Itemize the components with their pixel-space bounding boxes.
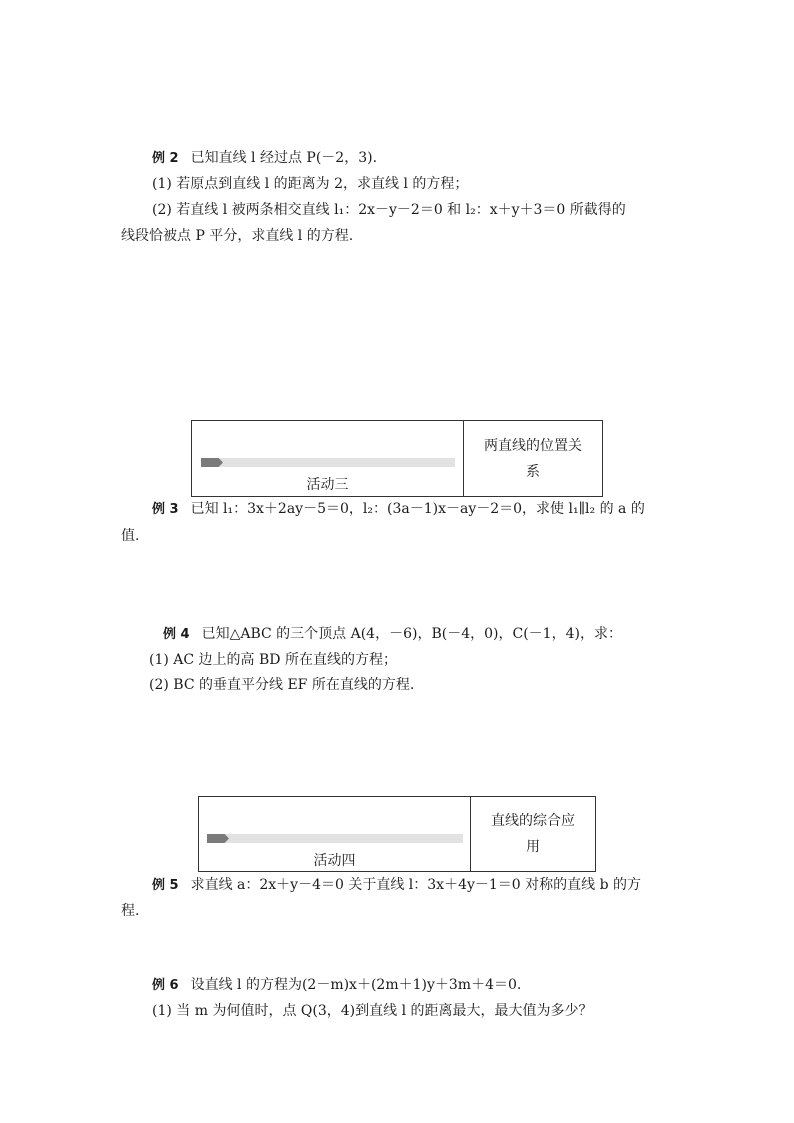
example-4-text: 已知△ABC 的三个顶点 A(4，－6)，B(－4，0)，C(－1，4)，求：	[201, 626, 622, 642]
activity-4-topic	[471, 797, 595, 871]
example-6-label: 例 6	[152, 978, 179, 993]
example-3-line-1	[152, 500, 645, 519]
activity-3-topic-line-2: 系	[526, 463, 540, 480]
example-6-text: 设直线 l 的方程为(2－m)x＋(2m＋1)y＋3m＋4＝0.	[190, 977, 522, 993]
example-6-question-1: (1) 当 m 为何值时，点 Q(3，4)到直线 l 的距离最大，最大值为多少？	[152, 1003, 593, 1019]
example-5-label: 例 5	[152, 878, 179, 893]
activity-3-box	[191, 420, 603, 497]
arrow-icon	[207, 834, 229, 843]
example-5-text: 求直线 a：2x＋y－4＝0 关于直线 l：3x＋4y－1＝0 对称的直线 b 的方	[190, 877, 642, 893]
activity-4-progress-bar	[207, 834, 463, 843]
activity-4-label: 活动四	[313, 853, 356, 869]
activity-4-header	[199, 797, 471, 871]
example-3-label: 例 3	[152, 502, 179, 517]
example-2-text: 已知直线 l 经过点 P(－2，3).	[190, 150, 378, 166]
example-4-label: 例 4	[163, 627, 190, 642]
example-2-question-2-line-2: 线段恰被点 P 平分，求直线 l 的方程.	[121, 228, 354, 244]
example-4-stem	[163, 625, 622, 644]
activity-3-progress-bar	[201, 458, 455, 467]
example-4-question-1: (1) AC 边上的高 BD 所在直线的方程；	[149, 652, 397, 668]
example-2-question-2-line-1: (2) 若直线 l 被两条相交直线 l₁：2x－y－2＝0 和 l₂：x＋y＋3＝0 所截得的	[152, 202, 626, 218]
example-5-line-2: 程.	[121, 903, 140, 919]
activity-3-label: 活动三	[306, 477, 349, 493]
example-3-text: 已知 l₁：3x＋2ay－5＝0，l₂：(3a－1)x－ay－2＝0，求使 l₁∥l₂ 的 a 的	[190, 501, 645, 517]
example-3-line-2: 值.	[121, 528, 140, 544]
activity-4-topic-line-2: 用	[526, 839, 540, 855]
example-2-question-1: (1) 若原点到直线 l 的距离为 2，求直线 l 的方程；	[152, 176, 469, 192]
example-2-stem	[152, 149, 377, 168]
activity-3-topic	[464, 421, 602, 496]
activity-4-topic-line-1: 直线的综合应	[491, 813, 575, 829]
activity-3-header	[192, 421, 464, 496]
activity-4-box	[198, 796, 596, 872]
example-4-question-2: (2) BC 的垂直平分线 EF 所在直线的方程.	[149, 677, 415, 693]
arrow-icon	[201, 458, 223, 467]
example-5-line-1	[152, 876, 641, 895]
activity-3-topic-line-1: 两直线的位置关	[484, 437, 582, 454]
example-2-label: 例 2	[152, 151, 179, 166]
example-6-stem	[152, 976, 521, 995]
